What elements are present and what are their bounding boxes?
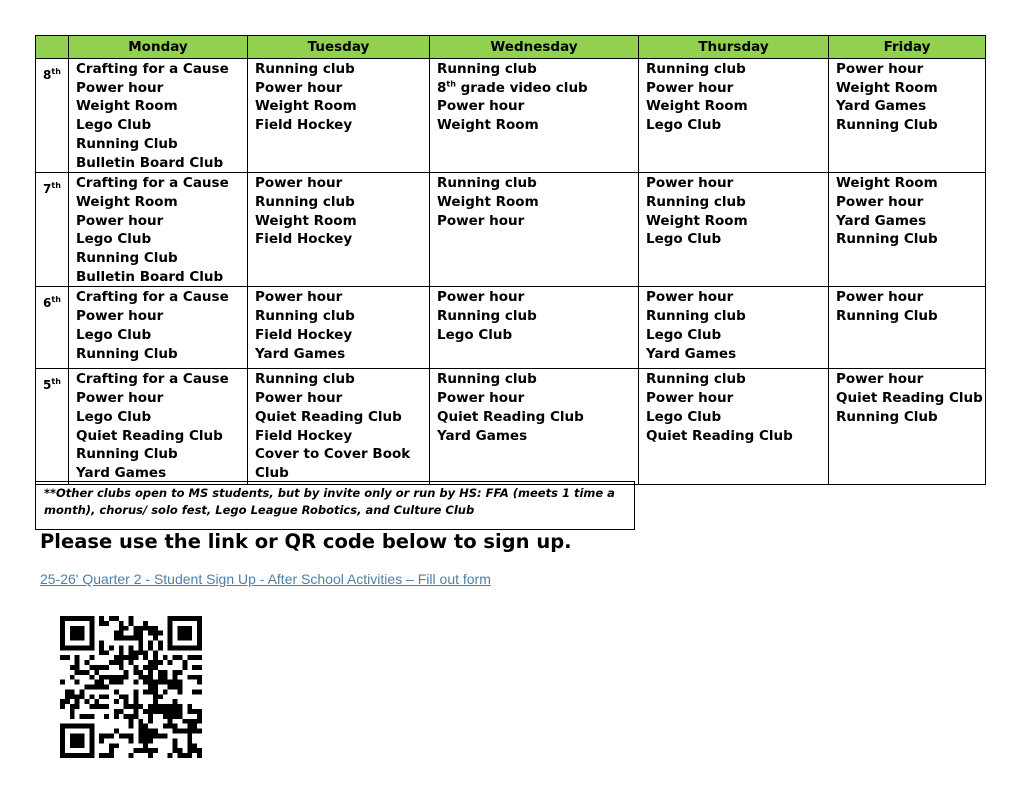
club-item: Power hour (646, 175, 734, 192)
day-header-monday: Monday (69, 36, 248, 59)
club-item: Field Hockey (255, 427, 353, 444)
club-item: Power hour (76, 308, 164, 325)
club-item: Bulletin Board Club (76, 154, 224, 171)
club-item: Running club (437, 61, 537, 77)
club-item: Lego Club (76, 231, 152, 248)
club-item: Quiet Reading Club (646, 427, 793, 444)
grade-label (36, 369, 69, 485)
grade-row (36, 369, 986, 485)
schedule-cell (69, 369, 248, 485)
day-header-row (36, 36, 986, 59)
club-item: Running club (646, 193, 746, 210)
club-item: Weight Room (646, 212, 748, 229)
club-item: Weight Room (76, 98, 178, 115)
club-item: Power hour (836, 371, 924, 388)
schedule-cell (639, 369, 829, 485)
club-item: Running club (255, 193, 355, 210)
day-header-tuesday: Tuesday (248, 36, 430, 59)
schedule-cell (829, 173, 986, 287)
club-item: Lego Club (437, 326, 513, 343)
club-item: Lego Club (646, 326, 722, 343)
grade-row (36, 287, 986, 369)
grade-suffix: th (51, 181, 61, 191)
schedule-cell (639, 173, 829, 287)
club-item: Running Club (76, 446, 178, 463)
club-item: Field Hockey (255, 326, 353, 343)
schedule-cell (430, 287, 639, 369)
club-item: Running club (255, 61, 355, 77)
club-item: Lego Club (76, 326, 152, 343)
club-item: Power hour (836, 61, 924, 77)
club-item: Power hour (437, 289, 525, 306)
club-item: Lego Club (646, 117, 722, 134)
schedule-cell (829, 59, 986, 173)
schedule-cell (69, 287, 248, 369)
schedule-cell (430, 59, 639, 173)
schedule-cell (639, 59, 829, 173)
club-item: Running Club (836, 308, 938, 325)
club-item: Cover to Cover Book Club (255, 446, 411, 481)
schedule-cell (248, 287, 430, 369)
club-item: Power hour (255, 289, 343, 306)
club-item: Bulletin Board Club (76, 268, 224, 285)
club-item: Power hour (76, 212, 164, 229)
club-item: Power hour (836, 193, 924, 210)
schedule-cell (430, 369, 639, 485)
club-item: Running club (437, 371, 537, 388)
club-item: Running Club (76, 250, 178, 267)
club-item: Weight Room (255, 212, 357, 229)
club-item: Running club (255, 308, 355, 325)
club-item: Power hour (437, 390, 525, 407)
club-item: Power hour (76, 390, 164, 407)
grade-number: 8 (43, 68, 52, 82)
club-item: Power hour (255, 390, 343, 407)
club-item: Running club (437, 175, 537, 192)
club-item: Weight Room (437, 117, 539, 134)
club-item: Running Club (836, 408, 938, 425)
grade-row (36, 59, 986, 173)
grade-number: 7 (43, 182, 52, 197)
grade-header-cell (36, 36, 69, 59)
club-item: Lego Club (76, 408, 152, 425)
day-header-friday: Friday (829, 36, 986, 59)
grade-suffix: th (51, 67, 61, 76)
club-item: Power hour (836, 289, 924, 306)
club-item: Running club (646, 61, 746, 77)
club-item: Crafting for a Cause (76, 289, 229, 306)
club-item: Power hour (255, 175, 343, 192)
grade-suffix: th (51, 377, 61, 387)
club-item: Power hour (76, 79, 164, 96)
schedule-cell (248, 173, 430, 287)
club-item: Weight Room (836, 79, 938, 96)
club-item: Power hour (646, 390, 734, 407)
club-item: Quiet Reading Club (255, 408, 402, 425)
club-item: Weight Room (76, 193, 178, 210)
club-item: Weight Room (437, 193, 539, 210)
club-item: Field Hockey (255, 231, 353, 248)
club-item: Yard Games (836, 98, 927, 115)
schedule-cell (829, 287, 986, 369)
schedule-cell (639, 287, 829, 369)
club-item: Yard Games (646, 345, 737, 362)
grade-row (36, 173, 986, 287)
schedule-cell (69, 59, 248, 173)
club-item: Field Hockey (255, 117, 353, 134)
schedule-cell (248, 369, 430, 485)
club-item: Yard Games (836, 212, 927, 229)
club-item: Lego Club (646, 231, 722, 248)
other-clubs-note: **Other clubs open to MS students, but by invite only or run by HS: FFA (meets 1 time a month), chorus/ solo fest, Lego League Robotics, and Culture Club (35, 481, 635, 530)
club-item: Power hour (646, 289, 734, 306)
club-item: Crafting for a Cause (76, 61, 229, 77)
club-item: Running Club (76, 135, 178, 152)
club-item: Power hour (646, 79, 734, 96)
club-item: Crafting for a Cause (76, 175, 229, 192)
club-item: Yard Games (437, 427, 528, 444)
club-item: Quiet Reading Club (76, 427, 223, 444)
club-item: Power hour (255, 79, 343, 96)
club-item: Quiet Reading Club (836, 390, 983, 407)
grade-label (36, 173, 69, 287)
signup-heading: Please use the link or QR code below to sign up. (40, 530, 572, 553)
grade-label (36, 59, 69, 173)
club-item: Quiet Reading Club (437, 408, 584, 425)
schedule-cell (430, 173, 639, 287)
club-item: Running Club (836, 117, 938, 134)
club-item: Power hour (437, 212, 525, 229)
club-item: Running club (437, 308, 537, 325)
activity-schedule-table (35, 35, 986, 485)
grade-number: 5 (43, 378, 52, 393)
club-item: Weight Room (255, 98, 357, 115)
day-header-wednesday: Wednesday (430, 36, 639, 59)
club-item: Running club (255, 371, 355, 388)
club-item: Power hour (437, 98, 525, 115)
club-item: Running Club (76, 345, 178, 362)
club-item: Lego Club (76, 117, 152, 134)
qr-code-icon[interactable] (60, 616, 202, 758)
signup-form-link[interactable]: 25-26' Quarter 2 - Student Sign Up - After School Activities – Fill out form (40, 571, 491, 587)
club-item: Running club (646, 308, 746, 325)
club-item: Running Club (836, 231, 938, 248)
club-item: 8th grade video club (437, 79, 588, 96)
club-item: Running club (646, 371, 746, 388)
club-item: Weight Room (646, 98, 748, 115)
schedule-cell (248, 59, 430, 173)
grade-label (36, 287, 69, 369)
club-item: Crafting for a Cause (76, 371, 229, 388)
club-item: Yard Games (76, 464, 167, 481)
grade-suffix: th (51, 295, 61, 305)
schedule-cell (69, 173, 248, 287)
schedule-cell (829, 369, 986, 485)
club-item: Weight Room (836, 175, 938, 192)
day-header-thursday: Thursday (639, 36, 829, 59)
club-item: Lego Club (646, 408, 722, 425)
club-item: Yard Games (255, 345, 346, 362)
grade-number: 6 (43, 296, 52, 311)
